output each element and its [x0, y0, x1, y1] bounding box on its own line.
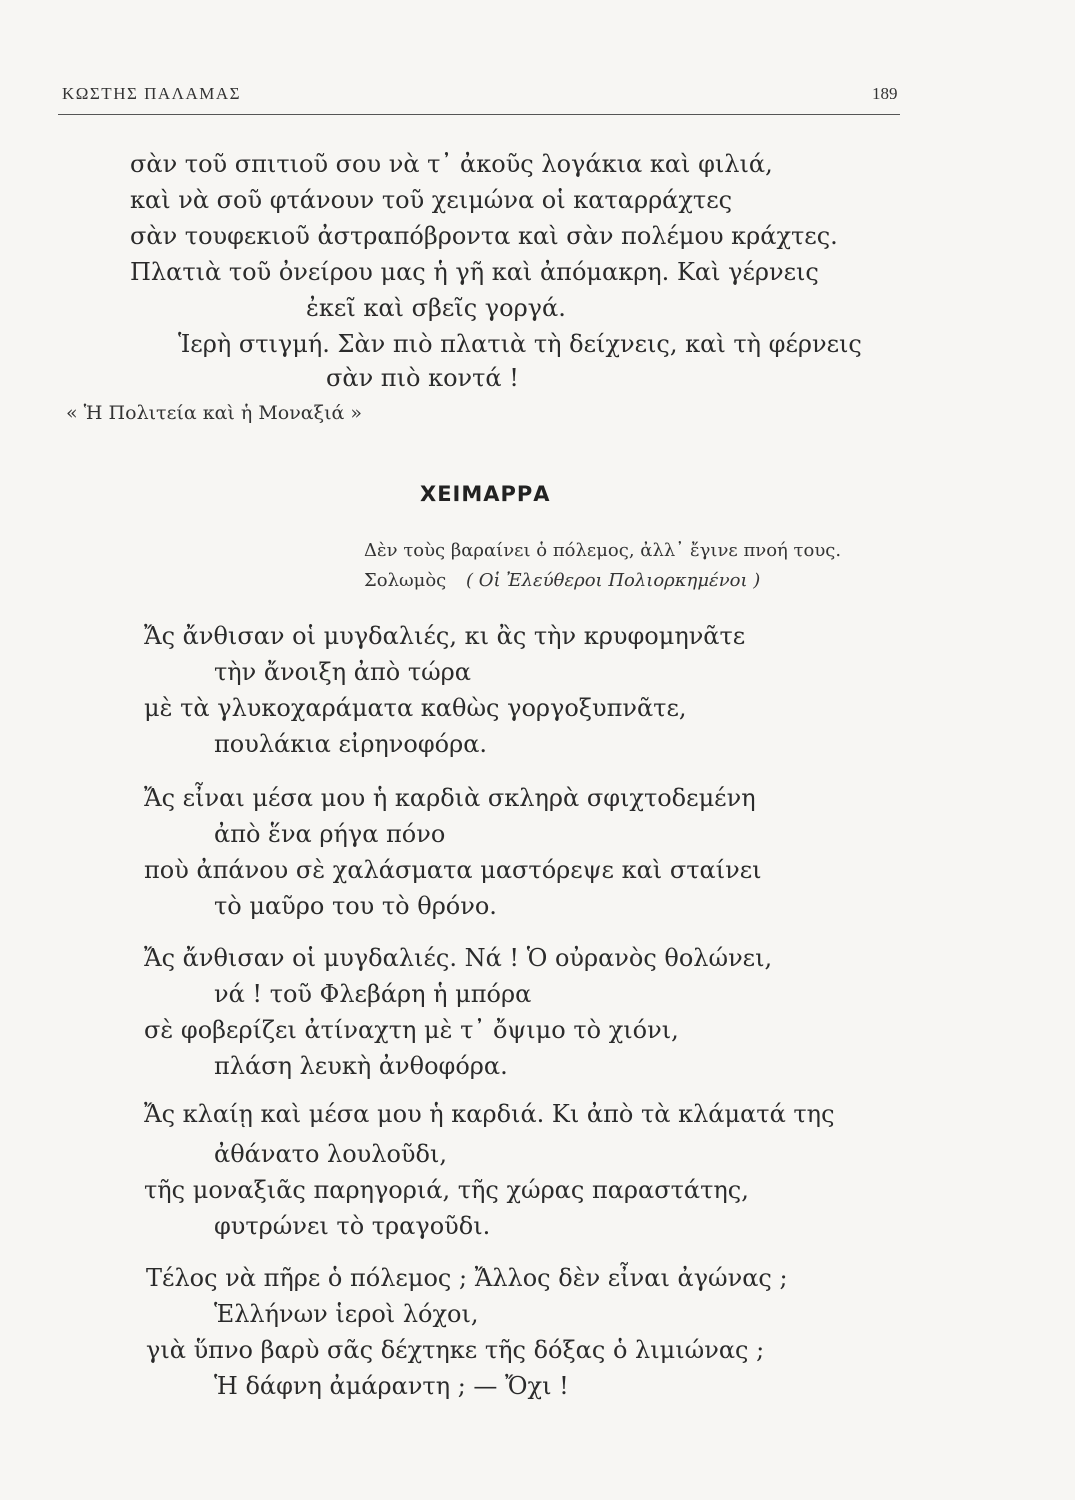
previous-poem-line-1: σὰν τοῦ σπιτιοῦ σου νὰ τ᾽ ἀκοῦς λογάκια καὶ φιλιά, [130, 150, 773, 178]
poem-line-1: Ἄς ἄνθισαν οἱ μυγδαλιές, κι ἂς τὴν κρυφομηνᾶτε [144, 622, 746, 650]
epigraph-citation [364, 570, 760, 591]
poem-line-13: Ἄς κλαίῃ καὶ μέσα μου ἡ καρδιά. Κι ἀπὸ τὰ κλάματά της [144, 1100, 835, 1128]
poem-line-9: Ἄς ἄνθισαν οἱ μυγδαλιές. Νά ! Ὁ οὐρανὸς θολώνει, [144, 944, 773, 972]
epigraph-source: ( Οἱ Ἐλεύθεροι Πολιορκημένοι ) [466, 570, 761, 591]
poem-line-12: πλάση λευκὴ ἀνθοφόρα. [214, 1052, 508, 1080]
poem-line-3: μὲ τὰ γλυκοχαράματα καθὼς γοργοξυπνᾶτε, [144, 694, 687, 722]
header-rule [58, 114, 900, 115]
previous-poem-line-3: σὰν τουφεκιοῦ ἀστραπόβροντα καὶ σὰν πολέμου κράχτες. [130, 222, 838, 250]
poem-line-7: ποὺ ἀπάνου σὲ χαλάσματα μαστόρεψε καὶ σταίνει [144, 856, 762, 884]
previous-poem-line-5: ἐκεῖ καὶ σβεῖς γοργά. [306, 294, 566, 322]
poem-line-16: φυτρώνει τὸ τραγοῦδι. [214, 1212, 491, 1240]
poem-title: ΧΕΙΜΑΡΡΑ [420, 482, 551, 506]
page-number: 189 [872, 84, 898, 103]
previous-poem-line-4: Πλατιὰ τοῦ ὀνείρου μας ἡ γῆ καὶ ἀπόμακρη. Καὶ γέρνεις [130, 258, 819, 286]
previous-poem-line-6: Ἱερὴ στιγμή. Σὰν πιὸ πλατιὰ τὴ δείχνεις, καὶ τὴ φέρνεις [178, 330, 862, 358]
poem-line-19: γιὰ ὕπνο βαρὺ σᾶς δέχτηκε τῆς δόξας ὁ λιμιώνας ; [146, 1336, 765, 1364]
poem-line-10: νά ! τοῦ Φλεβάρη ἡ μπόρα [214, 980, 532, 1008]
poem-line-14: ἀθάνατο λουλοῦδι, [214, 1140, 448, 1168]
poem-line-8: τὸ μαῦρο του τὸ θρόνο. [214, 892, 497, 920]
previous-poem-line-2: καὶ νὰ σοῦ φτάνουν τοῦ χειμώνα οἱ καταρράχτες [130, 186, 733, 214]
poem-line-5: Ἄς εἶναι μέσα μου ἡ καρδιὰ σκληρὰ σφιχτοδεμένη [144, 784, 756, 812]
poem-attribution: « Ἡ Πολιτεία καὶ ἡ Μοναξιά » [66, 402, 363, 424]
poem-line-18: Ἑλλήνων ἱεροὶ λόχοι, [214, 1300, 479, 1328]
poem-line-17: Τέλος νὰ πῆρε ὁ πόλεμος ; Ἄλλος δὲν εἶναι ἀγώνας ; [146, 1264, 788, 1292]
poem-line-4: πουλάκια εἰρηνοφόρα. [214, 730, 488, 758]
epigraph-author: Σολωμὸς [364, 570, 447, 591]
poem-line-11: σὲ φοβερίζει ἀτίναχτη μὲ τ᾽ ὄψιμο τὸ χιόνι, [144, 1016, 679, 1044]
previous-poem-line-7: σὰν πιὸ κοντά ! [326, 364, 519, 392]
poem-line-15: τῆς μοναξιᾶς παρηγοριά, τῆς χώρας παραστάτης, [144, 1176, 749, 1204]
poem-line-2: τὴν ἄνοιξη ἀπὸ τώρα [214, 658, 471, 686]
running-head: ΚΩΣΤΗΣ ΠΑΛΑΜΑΣ [62, 84, 242, 103]
poem-line-20: Ἡ δάφνη ἀμάραντη ; — Ὄχι ! [214, 1372, 569, 1400]
poem-line-6: ἀπὸ ἕνα ρήγα πόνο [214, 820, 446, 848]
epigraph-quote: Δὲν τοὺς βαραίνει ὁ πόλεμος, ἀλλ᾽ ἔγινε πνοή τους. [364, 540, 842, 561]
